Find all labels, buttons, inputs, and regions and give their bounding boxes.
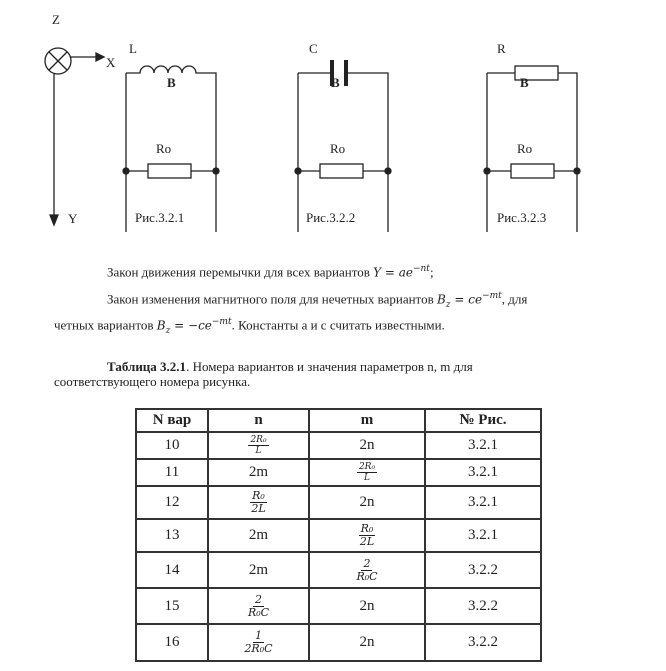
field-label: B — [520, 75, 529, 90]
denominator: R₀C — [247, 605, 270, 619]
variant-cell: 13 — [136, 519, 208, 552]
figure-cell: 3.2.1 — [425, 459, 541, 486]
m-cell: 2n — [309, 486, 425, 519]
text: Закон изменения магнитного поля для нечетных вариантов — [107, 291, 437, 307]
text: Закон движения перемычки для всех вариантов — [107, 264, 374, 280]
circuit-inductor — [123, 41, 219, 232]
table-caption — [107, 359, 473, 375]
m-cell — [309, 519, 425, 552]
n-cell — [208, 588, 309, 624]
numerator: R₀ — [252, 489, 265, 502]
text: , для — [501, 291, 528, 307]
n-cell — [208, 624, 309, 661]
paragraph-motion-law — [107, 262, 434, 280]
load-resistor-label: Ro — [330, 141, 346, 156]
header-figure: № Рис. — [425, 409, 541, 432]
variant-cell: 14 — [136, 552, 208, 588]
resistor-label: R — [497, 41, 506, 56]
header-m: m — [309, 409, 425, 432]
fraction — [248, 594, 269, 619]
denominator: 2R₀C — [244, 642, 273, 655]
n-cell: 2m — [208, 459, 309, 486]
numerator: 2R₀ — [358, 462, 376, 472]
subscript: z — [445, 299, 451, 310]
fraction — [359, 523, 376, 548]
formula: B — [436, 292, 446, 307]
figure-caption: Рис.3.2.1 — [135, 210, 185, 225]
exponent: −mt — [482, 291, 502, 301]
formula: Y = ae — [373, 265, 413, 280]
circuit-resistor — [484, 41, 580, 232]
text: . Номера вариантов и значения параметров n, m для — [186, 359, 473, 374]
fraction — [356, 558, 377, 583]
axis-z-label: Z — [52, 12, 60, 27]
table-caption-title: Таблица 3.2.1 — [107, 359, 187, 374]
table-row — [136, 459, 541, 486]
denominator: L — [255, 446, 262, 456]
formula: = ce — [450, 292, 483, 307]
axis-y-label: Y — [68, 211, 78, 226]
n-cell: 2m — [208, 519, 309, 552]
denominator: 2L — [251, 502, 266, 515]
table-row — [136, 432, 541, 459]
m-cell: 2n — [309, 624, 425, 661]
subscript: z — [165, 325, 171, 336]
m-cell: 2n — [309, 588, 425, 624]
figure-cell: 3.2.2 — [425, 624, 541, 661]
circuit-figures — [0, 0, 666, 240]
header-n: n — [208, 409, 309, 432]
exponent: −nt — [412, 264, 430, 274]
table-row — [136, 588, 541, 624]
numerator: R₀ — [360, 522, 374, 535]
numerator: 2R₀ — [250, 435, 267, 445]
fraction — [248, 435, 268, 456]
figure-cell: 3.2.2 — [425, 588, 541, 624]
paragraph-field-law-cont — [54, 315, 445, 336]
n-cell — [208, 432, 309, 459]
figure-cell: 3.2.1 — [425, 432, 541, 459]
text: четных вариантов — [54, 317, 157, 333]
figure-cell: 3.2.1 — [425, 519, 541, 552]
formula: = −ce — [170, 318, 212, 333]
text: ; — [429, 264, 434, 280]
exponent: −mt — [211, 317, 232, 327]
table-row — [136, 624, 541, 661]
m-cell: 2n — [309, 432, 425, 459]
text: . Константы a и c считать известными. — [231, 317, 445, 333]
table-row — [136, 519, 541, 552]
table-caption-line2: соответствующего номера рисунка. — [54, 374, 251, 389]
variant-cell: 16 — [136, 624, 208, 661]
inductor-label: L — [129, 41, 137, 56]
table-header-row — [136, 409, 541, 432]
variants-table — [135, 408, 542, 662]
variant-cell: 10 — [136, 432, 208, 459]
n-cell: 2m — [208, 552, 309, 588]
capacitor-label: C — [309, 41, 318, 56]
axes — [45, 12, 116, 226]
denominator: R₀C — [356, 569, 378, 583]
paragraph-field-law — [107, 289, 527, 310]
circuit-capacitor — [295, 41, 391, 232]
numerator: 2 — [254, 592, 262, 606]
figure-cell: 3.2.1 — [425, 486, 541, 519]
load-resistor-label: Ro — [156, 141, 172, 156]
field-label: B — [167, 75, 176, 90]
formula: B — [156, 318, 166, 333]
table-row — [136, 552, 541, 588]
fraction — [357, 462, 377, 483]
n-cell — [208, 486, 309, 519]
load-resistor-label: Ro — [517, 141, 533, 156]
denominator: L — [364, 473, 370, 483]
field-label: B — [331, 75, 340, 90]
variant-cell: 12 — [136, 486, 208, 519]
fraction — [244, 630, 272, 655]
header-variant: N вар — [136, 409, 208, 432]
m-cell — [309, 459, 425, 486]
figure-caption: Рис.3.2.3 — [497, 210, 547, 225]
figure-caption: Рис.3.2.2 — [306, 210, 356, 225]
numerator: 1 — [254, 629, 262, 642]
denominator: 2L — [359, 535, 375, 548]
figure-cell: 3.2.2 — [425, 552, 541, 588]
axis-x-label: X — [106, 55, 116, 70]
table-row — [136, 486, 541, 519]
m-cell — [309, 552, 425, 588]
fraction — [250, 490, 267, 515]
numerator: 2 — [363, 556, 371, 570]
variant-cell: 11 — [136, 459, 208, 486]
variant-cell: 15 — [136, 588, 208, 624]
